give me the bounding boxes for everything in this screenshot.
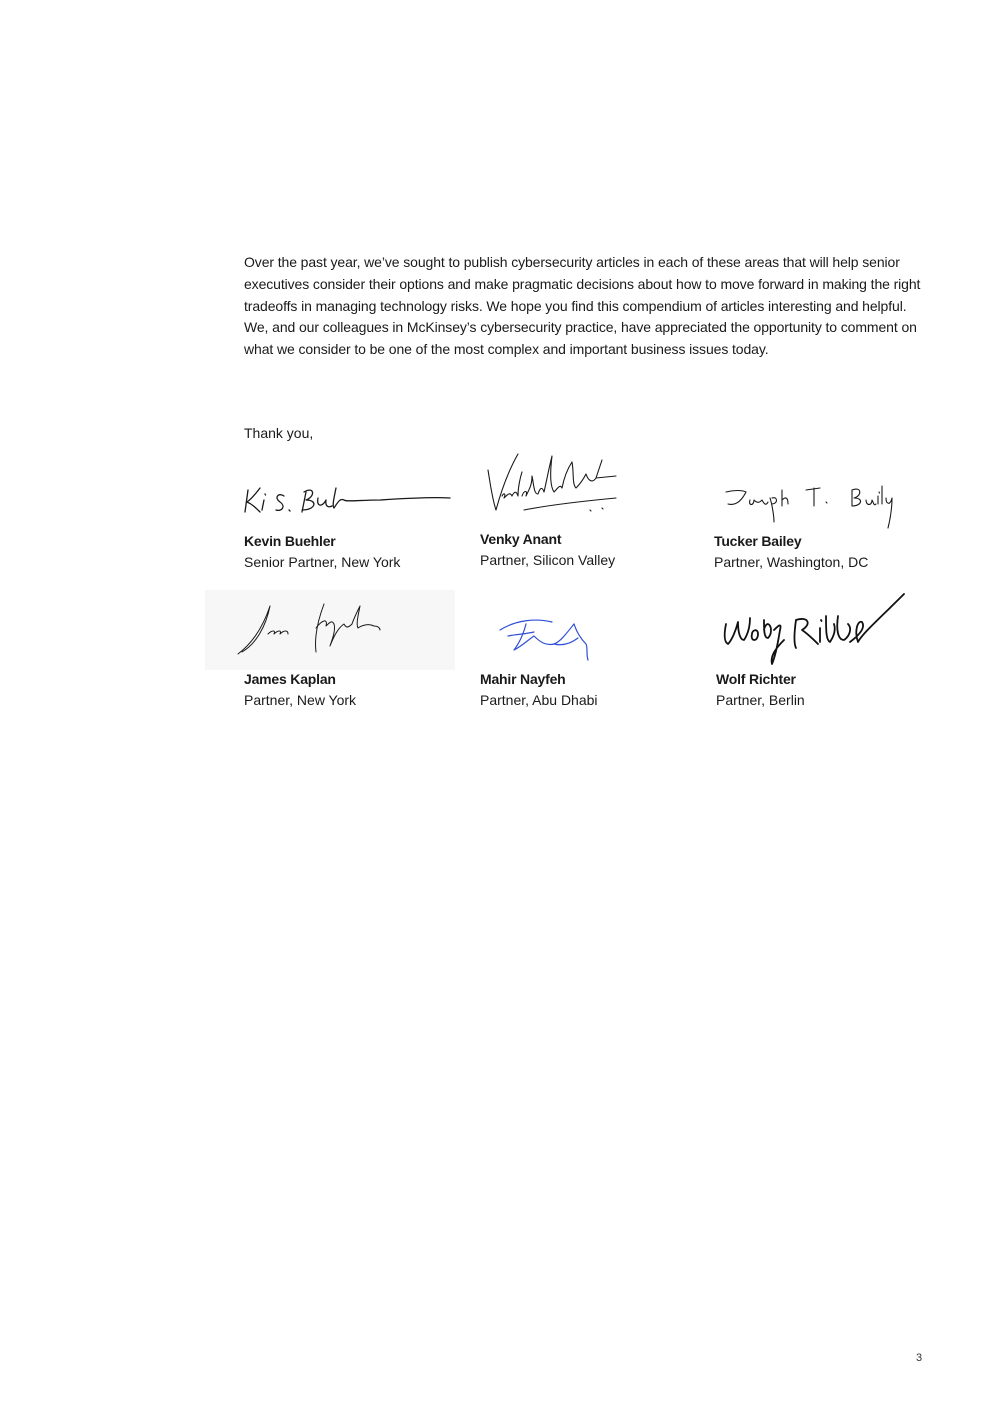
signer-title: Partner, Berlin bbox=[716, 692, 805, 708]
signer-block-venky-anant bbox=[480, 529, 710, 571]
signature-wolf-richter bbox=[718, 590, 910, 670]
signature-kevin-buehler bbox=[240, 476, 455, 518]
signer-name: Tucker Bailey bbox=[714, 533, 802, 549]
signature-tucker-bailey bbox=[722, 476, 897, 532]
signer-title: Partner, Washington, DC bbox=[714, 554, 869, 570]
signer-name: Wolf Richter bbox=[716, 671, 796, 687]
signer-block-wolf-richter bbox=[716, 669, 946, 711]
signer-block-kevin-buehler bbox=[244, 531, 474, 573]
signature-james-kaplan bbox=[234, 600, 384, 660]
signer-name: James Kaplan bbox=[244, 671, 336, 687]
signature-venky-anant bbox=[484, 448, 624, 520]
signer-title: Partner, Abu Dhabi bbox=[480, 692, 598, 708]
signer-title: Partner, New York bbox=[244, 692, 357, 708]
signer-block-james-kaplan bbox=[244, 669, 474, 711]
signer-title: Senior Partner, New York bbox=[244, 554, 401, 570]
body-paragraph: Over the past year, we’ve sought to publish cybersecurity articles in each of these areas that will help senior executives consider their options and make pragmatic decisions about how to move forward in making the right tradeoffs in managing technology risks. We hope you find this compendium of articles interesting and helpful. We, and our colleagues in McKinsey’s cybersecurity practice, have appreciated the opportunity to comment on what we consider to be one of the most complex and important business issues today. bbox=[244, 254, 921, 358]
signature-mahir-nayfeh bbox=[496, 612, 596, 664]
signer-title: Partner, Silicon Valley bbox=[480, 552, 616, 568]
signer-name: Kevin Buehler bbox=[244, 533, 336, 549]
page-number: 3 bbox=[916, 1352, 923, 1364]
signer-block-tucker-bailey bbox=[714, 531, 944, 573]
signer-block-mahir-nayfeh bbox=[480, 669, 710, 711]
closing-line: Thank you, bbox=[244, 425, 314, 441]
signer-name: Venky Anant bbox=[480, 531, 562, 547]
signer-name: Mahir Nayfeh bbox=[480, 671, 566, 687]
